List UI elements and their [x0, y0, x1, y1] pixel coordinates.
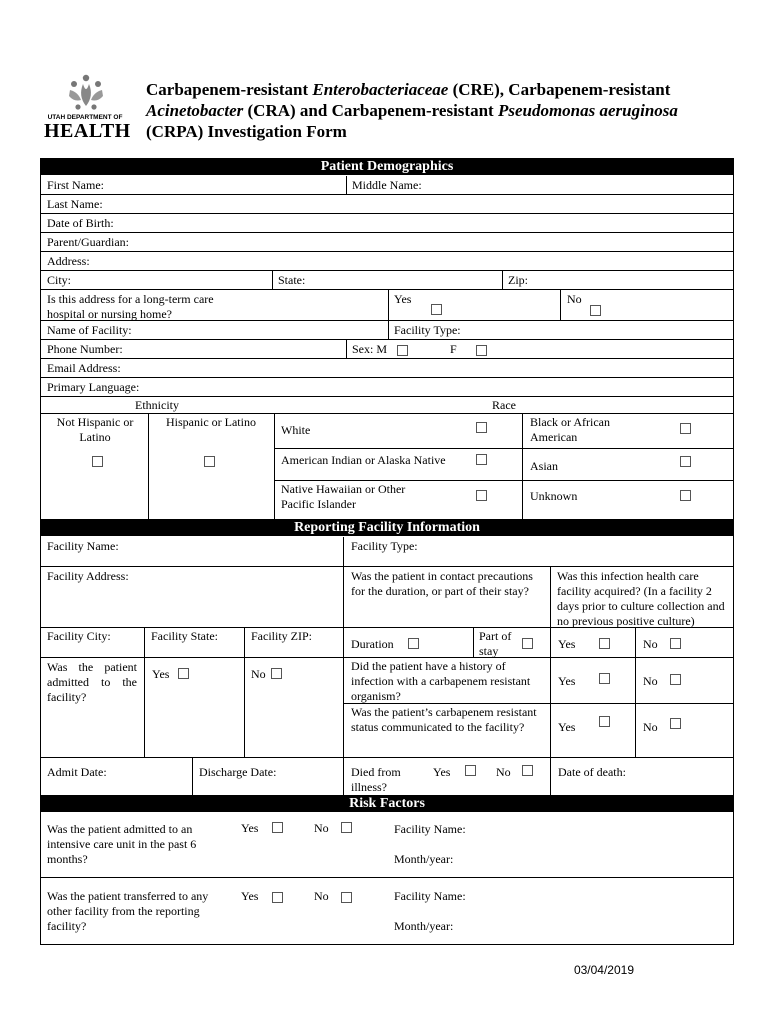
- rep-facility-address-label: Facility Address:: [47, 569, 129, 583]
- form-title: Carbapenem-resistant Enterobacteriaceae (CRE), Carbapenem-resistant Acinetobacter (CRA) and Carbapenem-resistant Pseudomonas aeruginosa (CRPA) Investigation Form: [146, 80, 678, 141]
- admit-date-label: Admit Date:: [47, 765, 107, 779]
- transfer-month-year-label: Month/year:: [394, 919, 454, 933]
- health-logo-icon: [66, 74, 106, 112]
- admitted-no-checkbox[interactable]: [271, 668, 282, 679]
- communicated-yes-label: Yes: [558, 720, 576, 734]
- ethnicity-header: Ethnicity: [135, 398, 179, 412]
- facility-name-label: Name of Facility:: [47, 323, 132, 337]
- duration-label: Duration: [351, 637, 394, 651]
- died-yes-checkbox[interactable]: [465, 765, 476, 776]
- part-of-stay-checkbox[interactable]: [522, 638, 533, 649]
- icu-month-year-label: Month/year:: [394, 852, 454, 866]
- address-label: Address:: [47, 254, 90, 268]
- hai-question: Was this infection health care facility acquired? (In a facility 2 days prior to culture collection and no previous positive culture): [557, 569, 725, 628]
- part-of-stay-label: Part of stay: [479, 629, 512, 658]
- parent-label: Parent/Guardian:: [47, 235, 129, 249]
- american-indian-checkbox[interactable]: [476, 454, 487, 465]
- dob-label: Date of Birth:: [47, 216, 114, 230]
- history-question: Did the patient have a history of infection with a carbapenem resistant organism?: [351, 659, 531, 703]
- icu-yes-checkbox[interactable]: [272, 822, 283, 833]
- duration-checkbox[interactable]: [408, 638, 419, 649]
- transfer-no-label: No: [314, 889, 329, 903]
- hawaiian-checkbox[interactable]: [476, 490, 487, 501]
- contact-precautions-question: Was the patient in contact precautions for the duration, or part of their stay?: [351, 569, 533, 598]
- asian-checkbox[interactable]: [680, 456, 691, 467]
- admitted-no-label: No: [251, 667, 266, 681]
- died-no-checkbox[interactable]: [522, 765, 533, 776]
- risk-header: Risk Factors: [40, 795, 734, 812]
- race-header: Race: [492, 398, 516, 412]
- black-label: Black or African American: [530, 415, 610, 444]
- reporting-header: Reporting Facility Information: [40, 519, 734, 536]
- admitted-yes-label: Yes: [152, 667, 170, 681]
- logo-line1: UTAH DEPARTMENT OF: [47, 114, 123, 121]
- rep-facility-name-label: Facility Name:: [47, 539, 119, 553]
- white-checkbox[interactable]: [476, 422, 487, 433]
- zip-label: Zip:: [508, 273, 528, 287]
- footer-date: 03/04/2019: [573, 963, 634, 977]
- white-label: White: [281, 423, 311, 437]
- hawaiian-label: Native Hawaiian or Other Pacific Islander: [281, 482, 406, 511]
- rep-state-label: Facility State:: [151, 629, 218, 643]
- unknown-label: Unknown: [530, 489, 578, 503]
- hispanic-checkbox[interactable]: [204, 456, 215, 467]
- history-no-label: No: [643, 674, 658, 688]
- communicated-yes-checkbox[interactable]: [599, 716, 610, 727]
- history-yes-checkbox[interactable]: [599, 673, 610, 684]
- ltc-no-checkbox[interactable]: [590, 305, 601, 316]
- hispanic-label: Hispanic or Latino: [166, 415, 256, 429]
- ltc-no-label: No: [567, 292, 582, 306]
- city-label: City:: [47, 273, 72, 287]
- rep-zip-label: Facility ZIP:: [251, 629, 312, 643]
- icu-yes-label: Yes: [241, 821, 259, 835]
- utah-health-logo: [44, 74, 131, 142]
- icu-no-label: No: [314, 821, 329, 835]
- transfer-yes-label: Yes: [241, 889, 259, 903]
- asian-label: Asian: [530, 459, 558, 473]
- sex-m-checkbox[interactable]: [397, 345, 408, 356]
- date-of-death-label: Date of death:: [558, 765, 626, 779]
- icu-no-checkbox[interactable]: [341, 822, 352, 833]
- email-label: Email Address:: [47, 361, 121, 375]
- icu-facility-name-label: Facility Name:: [394, 822, 466, 836]
- american-indian-label: American Indian or Alaska Native: [281, 453, 446, 467]
- history-yes-label: Yes: [558, 674, 576, 688]
- demographics-header: Patient Demographics: [40, 158, 734, 175]
- rep-city-label: Facility City:: [47, 629, 111, 643]
- admitted-question: Was the patient admitted to the facility?: [47, 660, 137, 704]
- died-question: Died from illness?: [351, 765, 401, 794]
- hai-yes-checkbox[interactable]: [599, 638, 610, 649]
- state-label: State:: [278, 273, 306, 287]
- transfer-facility-name-label: Facility Name:: [394, 889, 466, 903]
- communicated-question: Was the patient’s carbapenem resistant status communicated to the facility?: [351, 705, 537, 734]
- sex-m-label: Sex: M: [352, 342, 388, 356]
- hai-no-label: No: [643, 637, 658, 651]
- transfer-yes-checkbox[interactable]: [272, 892, 283, 903]
- last-name-label: Last Name:: [47, 197, 103, 211]
- middle-name-label: Middle Name:: [352, 178, 422, 192]
- ltc-question: Is this address for a long-term care hospital or nursing home?: [47, 292, 214, 321]
- communicated-no-label: No: [643, 720, 658, 734]
- ltc-yes-checkbox[interactable]: [431, 304, 442, 315]
- facility-type-label: Facility Type:: [394, 323, 461, 337]
- hai-no-checkbox[interactable]: [670, 638, 681, 649]
- language-label: Primary Language:: [47, 380, 140, 394]
- not-hispanic-label: Not Hispanic or Latino: [56, 415, 134, 444]
- icu-question: Was the patient admitted to an intensive care unit in the past 6 months?: [47, 822, 197, 866]
- rep-facility-type-label: Facility Type:: [351, 539, 418, 553]
- ltc-yes-label: Yes: [394, 292, 412, 306]
- history-no-checkbox[interactable]: [670, 674, 681, 685]
- logo-line2: HEALTH: [44, 120, 131, 142]
- transfer-question: Was the patient transferred to any other facility from the reporting facility?: [47, 889, 209, 933]
- phone-label: Phone Number:: [47, 342, 123, 356]
- first-name-label: First Name:: [47, 178, 104, 192]
- died-yes-label: Yes: [433, 765, 451, 779]
- unknown-checkbox[interactable]: [680, 490, 691, 501]
- sex-f-label: F: [450, 342, 457, 356]
- hai-yes-label: Yes: [558, 637, 576, 651]
- black-checkbox[interactable]: [680, 423, 691, 434]
- died-no-label: No: [496, 765, 511, 779]
- discharge-date-label: Discharge Date:: [199, 765, 277, 779]
- transfer-no-checkbox[interactable]: [341, 892, 352, 903]
- sex-f-checkbox[interactable]: [476, 345, 487, 356]
- communicated-no-checkbox[interactable]: [670, 718, 681, 729]
- admitted-yes-checkbox[interactable]: [178, 668, 189, 679]
- not-hispanic-checkbox[interactable]: [92, 456, 103, 467]
